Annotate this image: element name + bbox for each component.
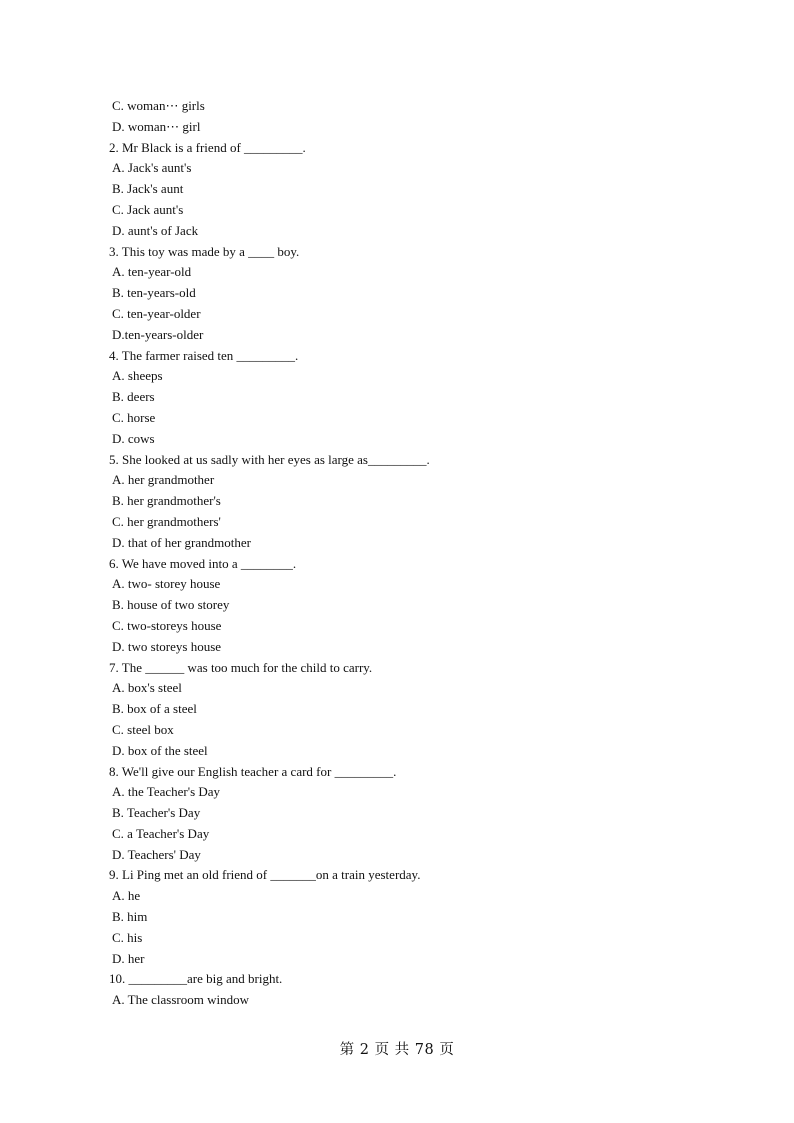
answer-option: D. Teachers' Day [112, 846, 201, 862]
answer-option: C. horse [112, 409, 156, 425]
answer-option: C. ten-year-older [112, 305, 201, 321]
answer-option: C. Jack aunt's [112, 201, 184, 217]
answer-option: A. the Teacher's Day [112, 784, 221, 800]
answer-option: A. box's steel [112, 680, 182, 696]
question-text: 9. Li Ping met an old friend of _______on a train yesterday. [109, 867, 421, 883]
answer-option: D. box of the steel [112, 742, 208, 758]
answer-option: A. he [112, 888, 141, 904]
answer-option: D. her [112, 950, 145, 966]
answer-option: D. that of her grandmother [112, 534, 251, 550]
page-footer: 第 2 页 共 78 页 [339, 1042, 455, 1058]
answer-option: A. ten-year-old [112, 264, 192, 280]
answer-option: B. Jack's aunt [112, 181, 184, 197]
answer-option: B. ten-years-old [112, 285, 196, 301]
answer-option: C. two-storeys house [112, 617, 222, 633]
answer-option: A. The classroom window [112, 992, 249, 1008]
answer-option: B. him [112, 909, 148, 925]
answer-option: A. two- storey house [112, 576, 221, 592]
answer-option: B. house of two storey [112, 597, 230, 613]
answer-option: D. two storeys house [112, 638, 222, 654]
question-text: 7. The ______ was too much for the child to carry. [109, 659, 373, 675]
question-text: 2. Mr Black is a friend of _________. [109, 139, 306, 155]
answer-option: B. her grandmother's [112, 493, 221, 509]
answer-option: C. woman⋯ girls [112, 98, 205, 113]
answer-option: C. steel box [112, 721, 174, 737]
answer-option: B. Teacher's Day [112, 805, 201, 821]
answer-option: C. his [112, 929, 143, 945]
question-text: 10. _________are big and bright. [109, 971, 283, 987]
answer-option: A. her grandmother [112, 472, 215, 488]
question-text: 6. We have moved into a ________. [109, 555, 297, 571]
question-text: 4. The farmer raised ten _________. [109, 347, 299, 363]
answer-option: D. cows [112, 430, 155, 446]
question-text: 3. This toy was made by a ____ boy. [109, 243, 300, 259]
answer-option: C. a Teacher's Day [112, 825, 210, 841]
answer-option: C. her grandmothers' [112, 513, 221, 529]
document-body [109, 96, 729, 1011]
question-text: 5. She looked at us sadly with her eyes as large as_________. [109, 451, 430, 467]
answer-option: D. woman⋯ girl [112, 118, 201, 134]
answer-option: A. Jack's aunt's [112, 160, 192, 176]
answer-option: B. deers [112, 389, 155, 405]
answer-option: B. box of a steel [112, 701, 197, 717]
question-text: 8. We'll give our English teacher a card for _________. [109, 763, 397, 779]
answer-option: D. aunt's of Jack [112, 222, 199, 238]
answer-option: A. sheeps [112, 368, 163, 384]
answer-option: D.ten-years-older [112, 326, 204, 342]
